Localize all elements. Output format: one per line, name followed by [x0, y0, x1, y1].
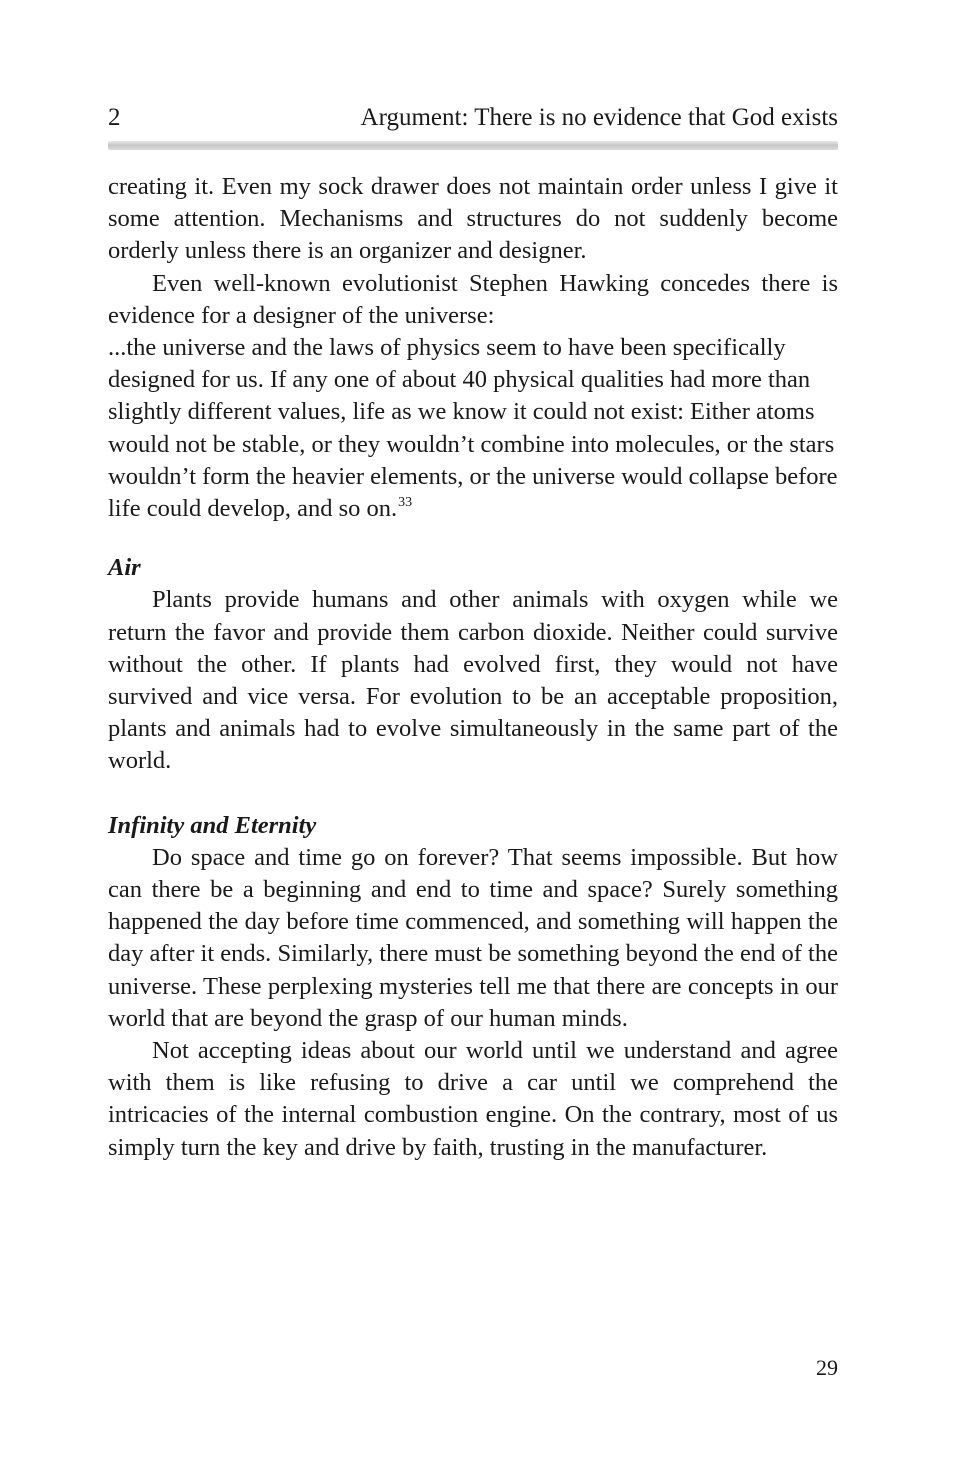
- paragraph-hawking-intro: Even well-known evolutionist Stephen Hawking concedes there is evidence for a designer of the universe:: [108, 269, 838, 329]
- page-body: [108, 171, 838, 1164]
- block-quote: [108, 332, 838, 529]
- running-title: Argument: There is no evidence that God exists: [360, 104, 838, 131]
- running-header: [108, 100, 838, 136]
- paragraph-infinity-2: Not accepting ideas about our world until we understand and agree with them is like refusing to drive a car until we comprehend the intricacies of the internal combustion engine. On the contrary, most of us simply turn the key and drive by faith, trusting in the manufacturer.: [108, 1037, 838, 1161]
- header-folio: 2: [108, 104, 121, 131]
- paragraph-continuation: creating it. Even my sock drawer does not maintain order unless I give it some attention. Mechanisms and structures do not suddenly become orderly unless there is an organizer and designer.: [108, 173, 838, 265]
- section-heading-air: Air: [108, 554, 141, 582]
- header-rule: [108, 141, 838, 150]
- book-page: [108, 0, 838, 1484]
- section-heading-infinity: Infinity and Eternity: [108, 811, 317, 839]
- page-number: 29: [816, 1355, 838, 1380]
- block-quote-text: ...the universe and the laws of physics seem to have been specifically designed for us. If any one of about 40 physical qualities had more than slightly different values, life as we know it could not exist: Either atoms would not be stable, or they wouldn’t combine into molecules, or the stars wouldn’t form the heavier elements, or the universe would collapse before life could develop, and so on.: [108, 334, 838, 523]
- paragraph-air: Plants provide humans and other animals with oxygen while we return the favor and provide them carbon dioxide. Neither could survive without the other. If plants had evolved first, they would not have survived and vice versa. For evolution to be an acceptable proposition, plants and animals had to evolve simultaneously in the same part of the world.: [108, 586, 838, 775]
- paragraph-infinity-1: Do space and time go on forever? That seems impossible. But how can there be a beginning and end to time and space? Surely something happened the day before time commenced, and something will happen the day after it ends. Similarly, there must be something beyond the end of the universe. These perplexing mysteries tell me that there are concepts in our world that are beyond the grasp of our human minds.: [108, 843, 838, 1032]
- footnote-marker: 33: [398, 495, 413, 511]
